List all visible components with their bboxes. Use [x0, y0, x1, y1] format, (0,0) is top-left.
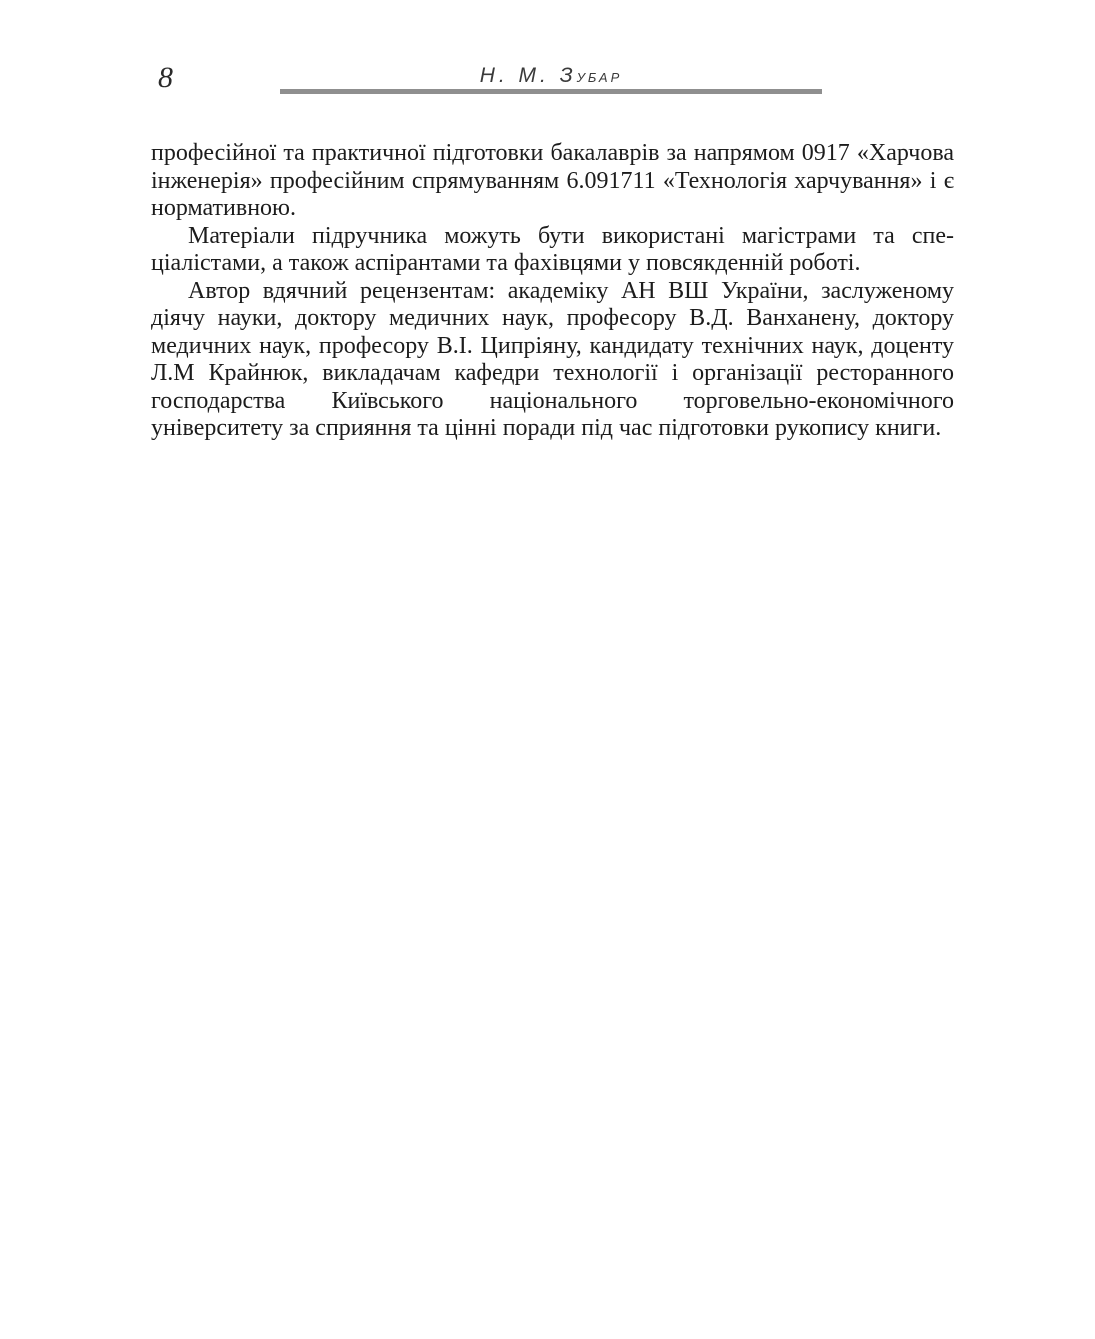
paragraph-2: Матеріали підручника можуть бути використані магістрами та спеціалістами, а також аспірантами та фахівцями у повсякденній роботі.: [151, 222, 954, 276]
page-number: 8: [158, 61, 173, 94]
running-head: [280, 64, 822, 88]
running-head-surname: УБАР: [576, 70, 623, 85]
header-rule: [280, 89, 822, 94]
paragraph-3: Автор вдячний рецензентам: академіку АН ВШ України, заслуженому діячу науки, доктору медичних наук, професору В.Д. Ванханену, доктору медичних наук, професору В.І. Ципріяну, кандидату технічних наук, доценту Л.М Крайнюк, викладачам кафедри технології і організації ресторанного господарства Київського національного торговельно-економічного університету за сприяння та цінні поради під час підготовки рукопису книги.: [151, 277, 954, 441]
body-text: [151, 140, 954, 443]
running-head-initials: Н. М. З: [479, 64, 577, 87]
paragraph-1: професійної та практичної підготовки бакалаврів за напрямом 0917 «Харчова інженерія» професійним спрямуванням 6.091711 «Технологія харчування» і є нормативною.: [151, 140, 954, 221]
